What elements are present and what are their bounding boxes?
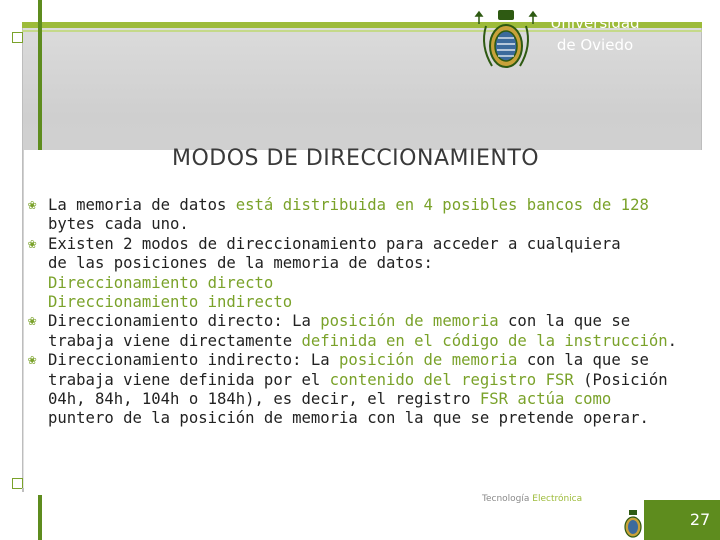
- text-segment: de las posiciones de la memoria de datos:: [48, 254, 433, 273]
- text-segment: puntero de la posición de memoria con la que se pretende operar.: [48, 409, 649, 428]
- footer-label-a: Tecnología: [482, 494, 533, 504]
- highlighted-text: posición de memoria: [339, 351, 518, 370]
- text-segment: 04h, 84h, 104h o 184h), es decir, el registro: [48, 390, 480, 409]
- bullet-line: [48, 215, 718, 234]
- text-segment: trabaja viene directamente: [48, 331, 302, 350]
- text-segment: Direccionamiento directo: La: [48, 312, 321, 331]
- university-seal-small-icon: [620, 510, 646, 538]
- flower-bullet-icon: ❀: [28, 235, 37, 252]
- bullet-list: [28, 196, 718, 274]
- text-segment: .: [667, 331, 678, 350]
- text-segment: trabaja viene definida por el: [48, 370, 330, 389]
- bullet-item: [28, 312, 718, 351]
- bullet-line: [48, 312, 718, 331]
- bullet-line: [48, 235, 718, 254]
- university-name: [540, 12, 650, 56]
- footer-label: [482, 494, 602, 504]
- text-segment: con la que se: [517, 351, 649, 370]
- sub-item: Direccionamiento directo: [48, 273, 274, 292]
- sub-list: [28, 274, 718, 313]
- text-segment: La memoria de datos: [48, 196, 236, 214]
- highlighted-text: FSR actúa como: [479, 390, 612, 409]
- page-number: 27: [689, 510, 711, 529]
- bullet-line: [48, 390, 718, 409]
- bullet-line: [48, 254, 718, 273]
- highlighted-text: contenido del registro FSR: [329, 370, 574, 389]
- bullet-line: [48, 196, 718, 215]
- bullet-line: [48, 409, 718, 428]
- bullet-item: [28, 351, 718, 429]
- highlighted-text: está distribuida en 4 posibles bancos de 128: [235, 196, 649, 214]
- text-segment: Existen 2 modos de direccionamiento para acceder a cualquiera: [48, 234, 621, 253]
- bullet-item: [28, 196, 718, 235]
- flower-bullet-icon: ❀: [28, 197, 37, 213]
- university-name-line2: de Oviedo: [556, 36, 634, 54]
- bullet-line: [48, 332, 718, 351]
- corner-square: [12, 32, 23, 43]
- bullet-line: [48, 351, 718, 370]
- sub-item: Direccionamiento indirecto: [48, 293, 293, 312]
- text-segment: bytes cada uno.: [48, 215, 189, 234]
- university-name-line1: Universidad: [550, 14, 640, 32]
- bullet-line: [48, 371, 718, 390]
- text-segment: (Posición: [573, 370, 668, 389]
- slide-body: [28, 196, 718, 429]
- footer-label-b: Electrónica: [532, 494, 583, 504]
- university-seal-icon: [472, 10, 540, 70]
- slide-title: MODOS DE DIRECCIONAMIENTO: [172, 146, 540, 171]
- flower-bullet-icon: ❀: [28, 352, 37, 369]
- text-segment: con la que se: [498, 312, 631, 331]
- text-segment: Direccionamiento indirecto: La: [48, 351, 340, 370]
- bullet-item: [28, 235, 718, 274]
- flower-bullet-icon: ❀: [28, 313, 37, 330]
- highlighted-text: definida en el código de la instrucción: [301, 331, 668, 350]
- bullet-list: [28, 312, 718, 428]
- highlighted-text: posición de memoria: [320, 312, 499, 331]
